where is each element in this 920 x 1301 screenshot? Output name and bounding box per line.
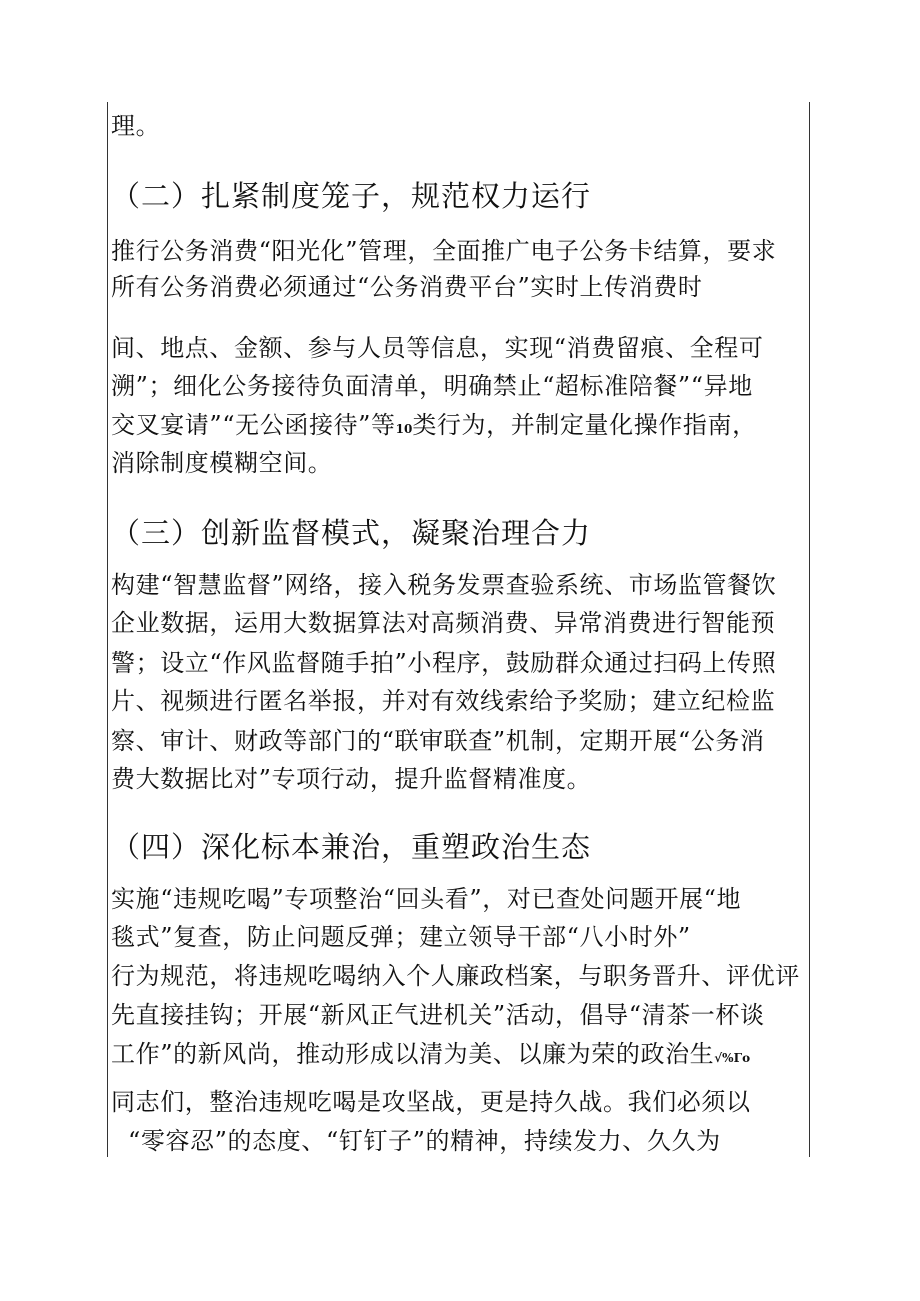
section-heading-2: （二）扎紧制度笼子，规范权力运行 (111, 179, 592, 213)
paragraph-line: 企业数据，运用大数据算法对高频消费、异常消费进行智能预 (111, 609, 776, 637)
paragraph-line: 同志们，整治违规吃喝是攻坚战，更是持久战。我们必须以 (111, 1088, 751, 1116)
paragraph-line: 片、视频进行匿名举报，并对有效线索给予奖励；建立纪检监 (111, 687, 776, 715)
paragraph-line: “零容忍”的态度、“钉钉子”的精神，持续发力、久久为 (128, 1127, 721, 1155)
paragraph-line: 消除制度模糊空间。 (111, 449, 333, 477)
inline-number: 10 (395, 422, 413, 436)
paragraph-line: 察、审计、财政等部门的“联审联查”机制，定期开展“公务消 (111, 727, 765, 755)
paragraph-line: 毯式”复查，防止问题反弹；建立领导干部“八小时外” (111, 923, 691, 951)
paragraph-line: 费大数据比对”专项行动，提升监督精准度。 (111, 765, 592, 793)
section-heading-3: （三）创新监督模式，凝聚治理合力 (111, 516, 592, 550)
line-text-part: 工作”的新风尚，推动形成以清为美、以廉为荣的政治生 (111, 1040, 715, 1068)
section-heading-4: （四）深化标本兼治，重塑政治生态 (111, 830, 592, 864)
paragraph-line: 行为规范，将违规吃喝纳入个人廉政档案，与职务晋升、评优评 (111, 962, 800, 990)
paragraph-line: 溯”；细化公务接待负面清单，明确禁止“超标准陪餐”“异地 (111, 372, 753, 400)
paragraph-line: 构建“智慧监督”网络，接入税务发票查验系统、市场监管餐饮 (111, 571, 777, 599)
paragraph-line: 推行公务消费“阳光化”管理，全面推广电子公务卡结算，要求 (111, 237, 777, 265)
paragraph-line: 理。 (111, 112, 161, 140)
paragraph-line-with-number (111, 410, 757, 444)
paragraph-line: 先直接挂钩；开展“新风正气进机关”活动，倡导“清茶一杯谈 (111, 1001, 765, 1029)
paragraph-line-with-mark (111, 1039, 750, 1073)
line-text-part: 类行为，并制定量化操作指南， (412, 411, 757, 439)
paragraph-line: 所有公务消费必须通过“公务消费平台”实时上传消费时 (111, 273, 703, 301)
paragraph-line: 警；设立“作风监督随手拍”小程序，鼓励群众通过扫码上传照 (111, 649, 777, 677)
paragraph-line: 实施“违规吃喝”专项整治“回头看”，对已查处问题开展“地 (111, 885, 742, 913)
inline-ocr-mark: √%Γo (714, 1051, 751, 1065)
paragraph-line: 间、地点、金额、参与人员等信息，实现“消费留痕、全程可 (111, 334, 764, 362)
line-text-part: 交叉宴请”“无公函接待”等 (111, 411, 396, 439)
